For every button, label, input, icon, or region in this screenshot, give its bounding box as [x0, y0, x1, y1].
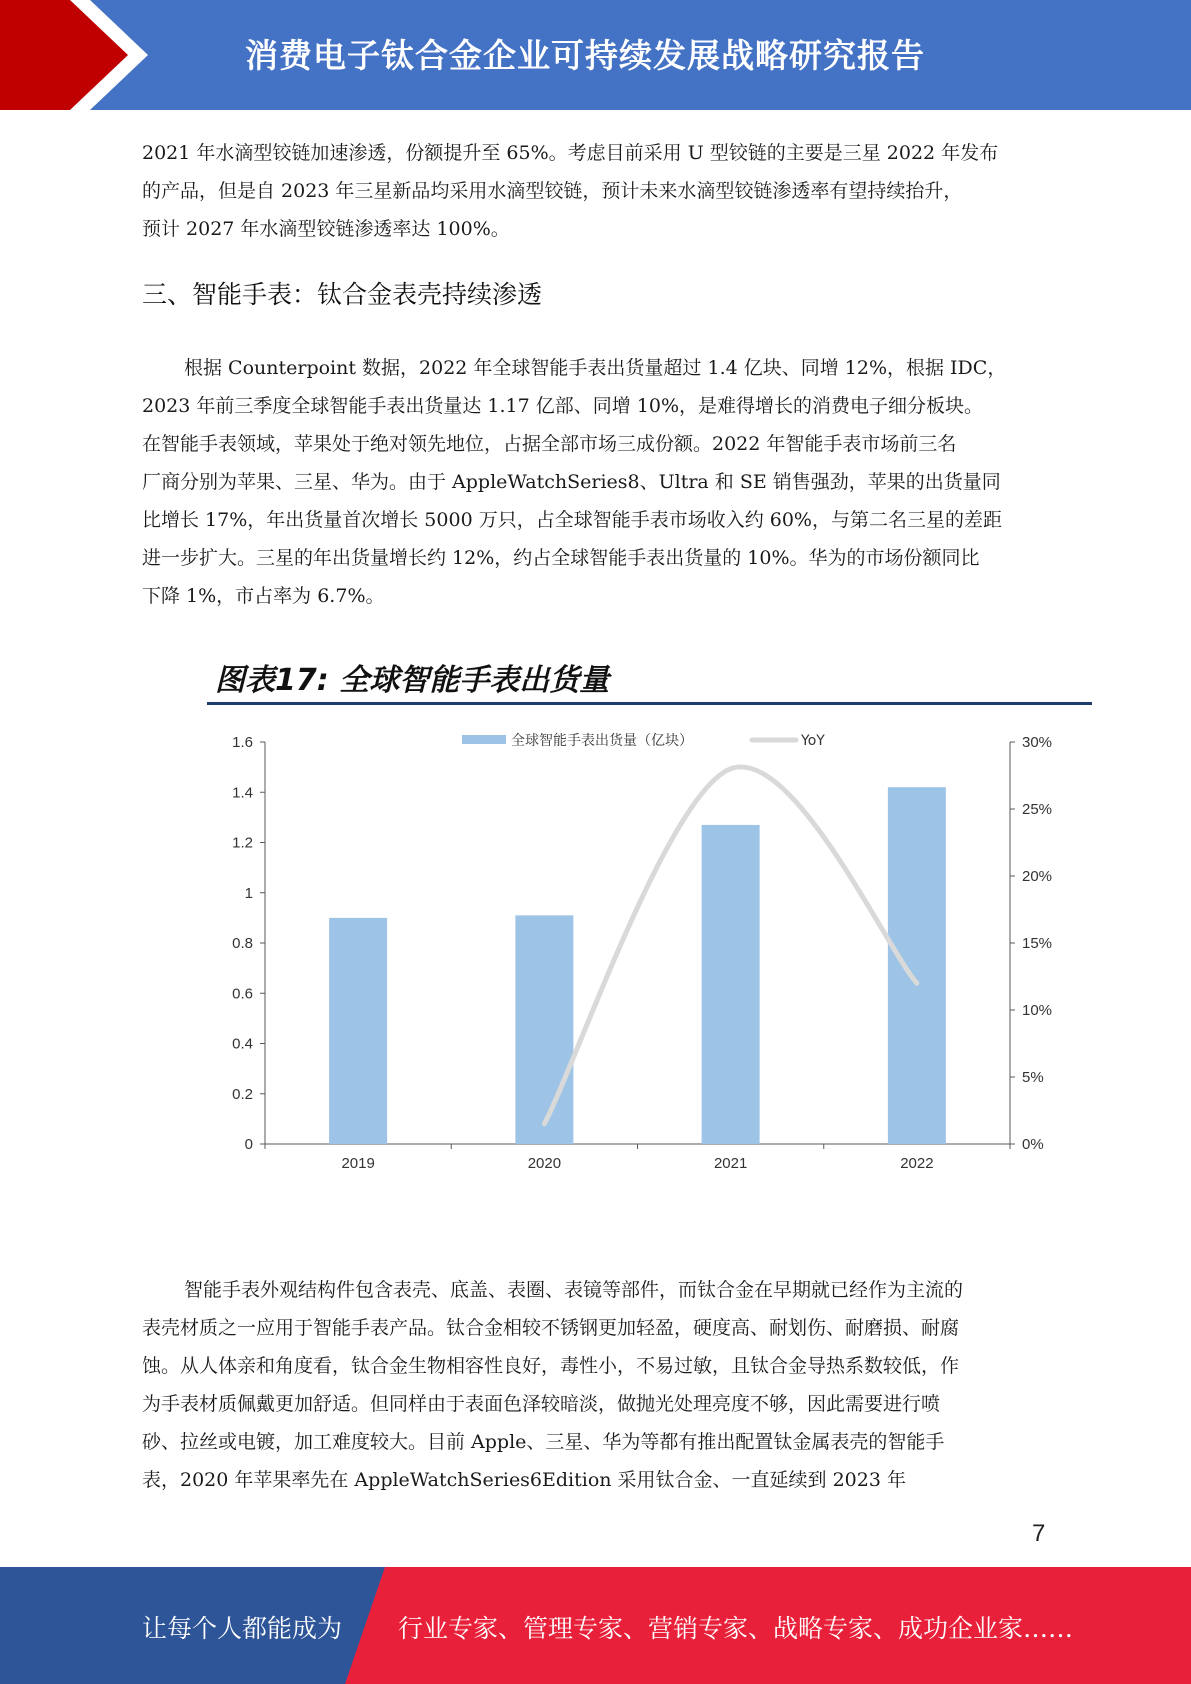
right-tick-label: 5% [1022, 1069, 1044, 1086]
figure-title-rule [207, 702, 1092, 705]
paragraph-smartwatch-market [142, 349, 1050, 615]
text-line: 下降 1%，市占率为 6.7%。 [142, 585, 385, 607]
left-tick-label: 1.4 [232, 784, 253, 802]
text-line: 为手表材质佩戴更加舒适。但同样由于表面色泽较暗淡，做抛光处理亮度不够，因此需要进行喷 [142, 1393, 941, 1415]
bar-2020 [515, 915, 573, 1144]
left-tick-label: 1 [244, 884, 253, 902]
bar-2021 [702, 825, 760, 1144]
footer-slogan-right: 行业专家、管理专家、营销专家、战略专家、成功企业家…… [398, 1614, 1074, 1643]
text-line: 比增长 17%，年出货量首次增长 5000 万只，占全球智能手表市场收入约 60%，与第二名三星的差距 [142, 509, 1002, 531]
footer-band [0, 1567, 1191, 1684]
left-tick-label: 0.8 [232, 935, 253, 952]
figure-title: 图表17: 全球智能手表出货量 [215, 663, 610, 698]
text-line: 预计 2027 年水滴型铰链渗透率达 100%。 [142, 218, 510, 240]
right-tick-label: 10% [1022, 1002, 1053, 1019]
x-tick-label: 2020 [527, 1155, 562, 1172]
right-tick-label: 0% [1022, 1136, 1044, 1153]
text-line: 表壳材质之一应用于智能手表产品。钛合金相较不锈钢更加轻盈，硬度高、耐划伤、耐磨损、耐腐 [142, 1317, 960, 1339]
left-tick-label: 0.2 [232, 1085, 253, 1103]
text-line: 厂商分别为苹果、三星、华为。由于 AppleWatchSeries8、Ultra 和 SE 销售强劲，苹果的出货量同 [142, 471, 1001, 493]
text-line: 砂、拉丝或电镀，加工难度较大。目前 Apple、三星、华为等都有推出配置钛金属表壳的智能手 [142, 1431, 945, 1453]
text-line: 表，2020 年苹果率先在 AppleWatchSeries6Edition 采用钛合金、一直延续到 2023 年 [142, 1469, 906, 1491]
right-tick-label: 25% [1022, 801, 1053, 818]
left-tick-label: 1.6 [232, 734, 253, 751]
x-tick-label: 2021 [713, 1155, 748, 1172]
right-tick-label: 30% [1022, 734, 1053, 751]
right-tick-label: 15% [1022, 935, 1053, 952]
left-tick-label: 0 [244, 1136, 253, 1153]
text-line: 蚀。从人体亲和角度看，钛合金生物相容性良好，毒性小，不易过敏，且钛合金导热系数较低，作 [142, 1355, 960, 1377]
bar-2019 [329, 918, 387, 1144]
legend-bar-swatch [462, 735, 506, 744]
section-heading: 三、智能手表：钛合金表壳持续渗透 [142, 280, 543, 309]
report-title: 消费电子钛合金企业可持续发展战略研究报告 [245, 36, 925, 75]
text-line: 智能手表外观结构件包含表壳、底盖、表圈、表镜等部件，而钛合金在早期就已经作为主流的 [184, 1279, 964, 1301]
text-line: 根据 Counterpoint 数据，2022 年全球智能手表出货量超过 1.4 亿块、同增 12%，根据 IDC， [184, 357, 1007, 379]
paragraph-titanium-case [142, 1271, 1050, 1499]
legend-bar-label: 全球智能手表出货量（亿块） [511, 733, 693, 749]
red-arrow-decoration [0, 0, 150, 110]
right-tick-label: 20% [1022, 868, 1053, 885]
legend-line-label: YoY [801, 733, 825, 749]
header-band [0, 0, 1191, 110]
left-tick-label: 1.2 [232, 834, 253, 852]
page-number: 7 [1032, 1520, 1046, 1547]
text-line: 进一步扩大。三星的年出货量增长约 12%，约占全球智能手表出货量的 10%。华为的市场份额同比 [142, 547, 980, 569]
text-line: 2021 年水滴型铰链加速渗透，份额提升至 65%。考虑目前采用 U 型铰链的主要是三星 2022 年发布 [142, 142, 999, 164]
bar-2022 [888, 787, 946, 1144]
x-tick-label: 2019 [341, 1155, 375, 1172]
text-line: 在智能手表领域，苹果处于绝对领先地位，占据全部市场三成份额。2022 年智能手表市场前三名 [142, 433, 957, 455]
text-line: 的产品，但是自 2023 年三星新品均采用水滴型铰链，预计未来水滴型铰链渗透率有望持续抬升， [142, 180, 963, 202]
footer-slogan-left: 让每个人都能成为 [142, 1614, 343, 1643]
smartwatch-shipments-chart [207, 720, 1087, 1180]
text-line: 2023 年前三季度全球智能手表出货量达 1.17 亿部、同增 10%，是难得增长的消费电子细分板块。 [142, 395, 984, 417]
left-tick-label: 0.4 [232, 1035, 253, 1053]
left-tick-label: 0.6 [232, 985, 253, 1003]
intro-paragraph [142, 134, 1050, 248]
x-tick-label: 2022 [900, 1155, 934, 1172]
